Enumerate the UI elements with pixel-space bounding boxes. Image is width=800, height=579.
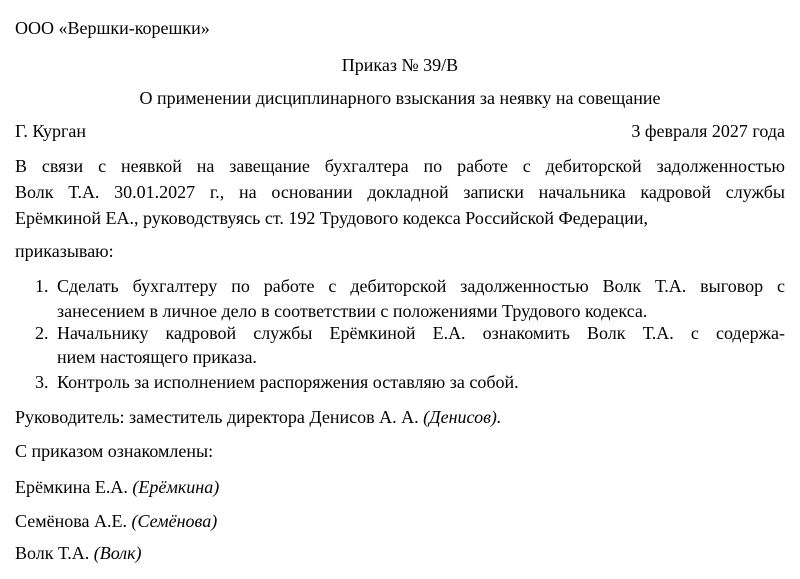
acquainted-signature: (Семёнова): [131, 511, 218, 531]
order-title: Приказ № 39/В: [341, 55, 459, 75]
preamble-line-3: Ерёмкиной ЕА., руководствуясь ст. 192 Трудового кодекса Российской Федерации,: [15, 208, 648, 228]
list-item-text-line-1: Начальнику кадровой службы Ерёмкиной Е.А. ознакомить Волк Т.А. с содержа-: [57, 323, 785, 343]
city: Г. Курган: [15, 121, 87, 141]
acquainted-row: [15, 510, 217, 532]
preamble-line-1: В связи с неявкой на завещание бухгалтера по работе с дебиторской задолженностью: [15, 156, 785, 176]
list-item-text-line-2: занесением в личное дело в соответствии с положениями Трудового кодекса.: [57, 301, 648, 321]
head-signature-row: [15, 406, 501, 428]
list-item-text-line-2: нием настоящего приказа.: [57, 347, 257, 367]
acquainted-signature: (Волк): [93, 543, 142, 563]
organization-name: ООО «Вершки-корешки»: [15, 18, 210, 38]
list-item-text-line-1: Сделать бухгалтеру по работе с дебиторской задолженностью Волк Т.А. выговор с: [57, 276, 785, 296]
acquainted-row: [15, 542, 142, 564]
list-item-number: 2.: [35, 323, 49, 343]
list-item-number: 1.: [35, 276, 49, 296]
list-item-text-line-1: Контроль за исполнением распоряжения оставляю за собой.: [57, 372, 519, 392]
order-subject: О применении дисциплинарного взыскания за неявку на совещание: [139, 88, 661, 108]
acquainted-row: [15, 476, 219, 498]
acquainted-label: С приказом ознакомлены:: [15, 441, 214, 461]
order-date: 3 февраля 2027 года: [631, 121, 785, 141]
preamble-line-2: Волк Т.А. 30.01.2027 г., на основании докладной записки начальника кадровой службы: [15, 182, 785, 202]
city-date-row: [15, 120, 785, 142]
acquainted-name: Ерёмкина Е.А.: [15, 477, 128, 497]
head-label: Руководитель: заместитель директора Денисов А. А.: [15, 407, 419, 427]
acquainted-signature: (Ерёмкина): [132, 477, 220, 497]
list-item-number: 3.: [35, 372, 49, 392]
head-signature: (Денисов).: [423, 407, 502, 427]
acquainted-name: Семёнова А.Е.: [15, 511, 127, 531]
acquainted-name: Волк Т.А.: [15, 543, 90, 563]
order-word: приказываю:: [15, 241, 114, 261]
